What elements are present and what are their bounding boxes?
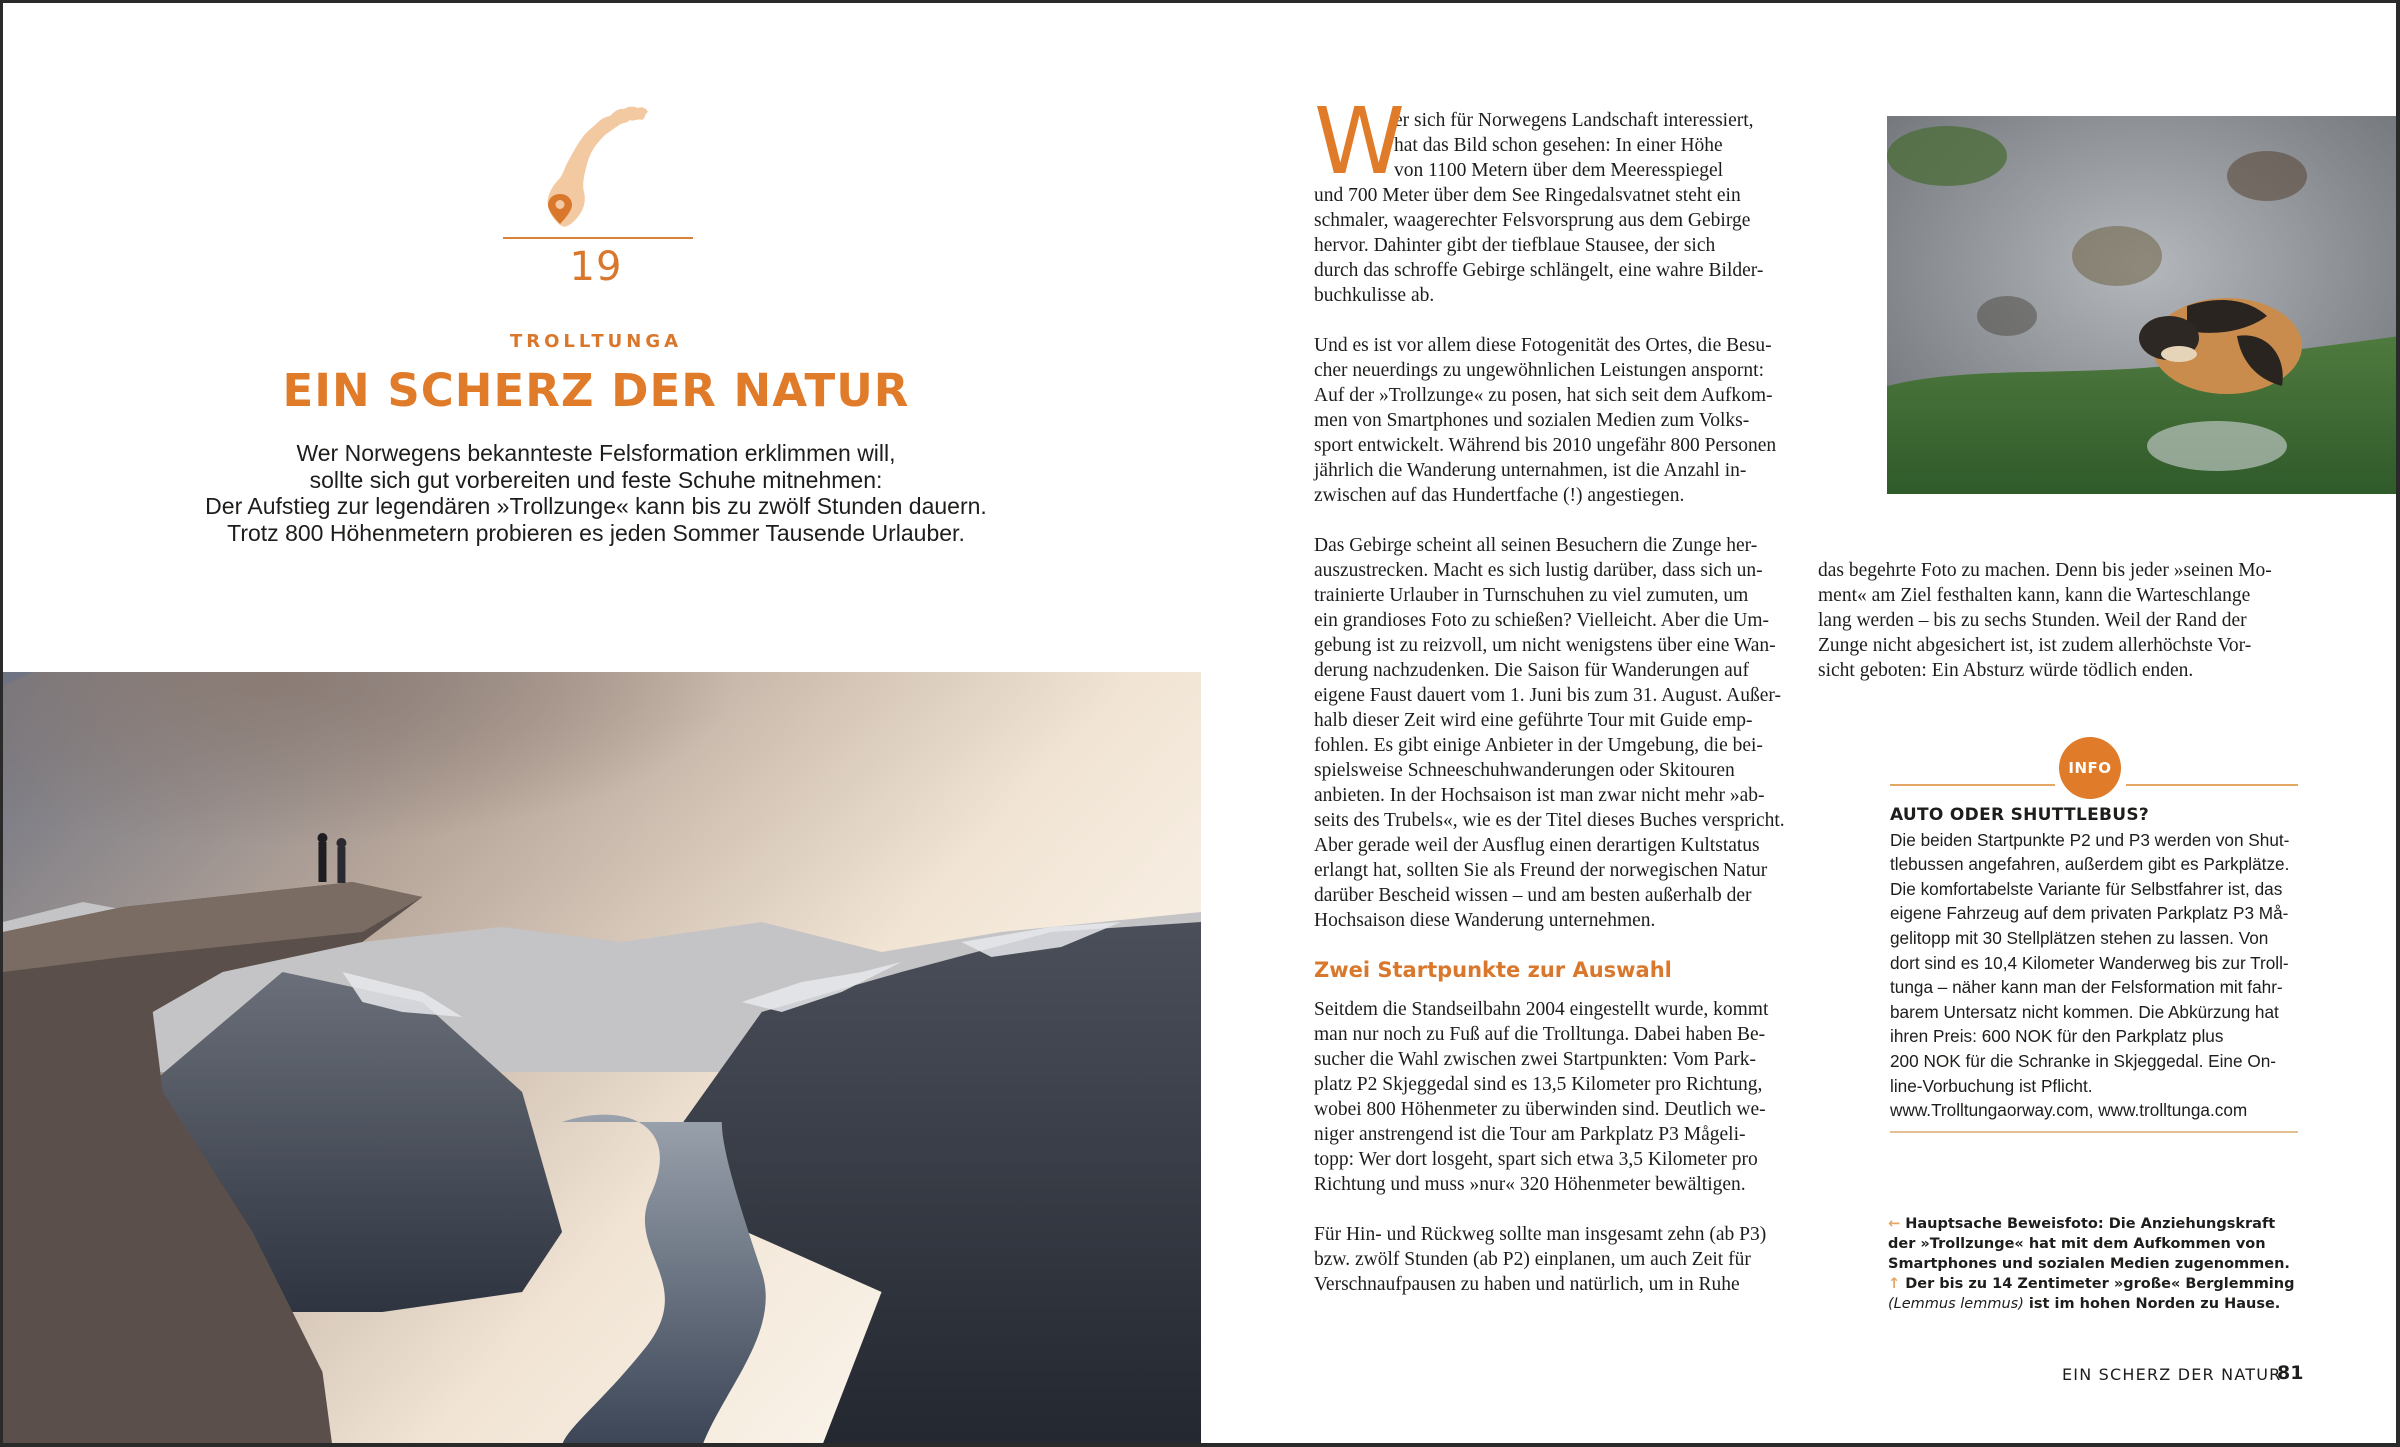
text-line: schmaler, waagerechter Felsvorsprung aus dem Gebirge — [1314, 210, 1751, 231]
text-line: Auf der »Trollzunge« zu posen, hat sich seit dem Aufkom- — [1314, 385, 1773, 406]
text-line: Hochsaison diese Wanderung unternehmen. — [1314, 910, 1656, 931]
text-line: erlangt hat, sollten Sie als Freund der norwegischen Natur — [1314, 860, 1768, 881]
photo-captions — [1888, 1214, 2308, 1314]
info-line: barem Untersatz nicht kommen. Die Abkürzung hat — [1890, 1001, 2279, 1022]
info-line: dort sind es 10,4 Kilometer Wanderweg bis zur Troll- — [1890, 952, 2289, 973]
text-line: das begehrte Foto zu machen. Denn bis jeder »seinen Mo- — [1818, 560, 2272, 581]
paragraph-5 — [1314, 1222, 1796, 1297]
text-line: darüber Bescheid wissen – und am besten außerhalb der — [1314, 885, 1752, 906]
caption-line — [1888, 1274, 2308, 1294]
info-badge: INFO — [2059, 737, 2121, 799]
info-divider-right — [2126, 784, 2298, 786]
caption-line: der »Trollzunge« hat mit dem Aufkommen von — [1888, 1236, 2266, 1252]
intro-paragraph — [196, 440, 996, 546]
text-line: Verschnaufpausen zu haben und natürlich, um in Ruhe — [1314, 1274, 1740, 1295]
caption-text: Der bis zu 14 Zentimeter »große« Berglemming — [1905, 1276, 2295, 1292]
text-line: gebung ist zu reizvoll, um nicht wenigstens über eine Wan- — [1314, 635, 1776, 656]
text-line: buchkulisse ab. — [1314, 285, 1435, 306]
arrow-left-icon: ← — [1888, 1216, 1901, 1232]
text-line: bzw. zwölf Stunden (ab P2) einplanen, um auch Zeit für — [1314, 1249, 1751, 1270]
caption-line — [1888, 1294, 2308, 1314]
text-line: ein grandioses Foto zu schießen? Vielleicht. Aber die Um- — [1314, 610, 1769, 631]
info-line: 200 NOK für die Schranke in Skjeggedal. Eine On- — [1890, 1050, 2276, 1071]
text-line: eigene Faust dauert vom 1. Juni bis zum 31. August. Außer- — [1314, 685, 1782, 706]
text-line: halb dieser Zeit wird eine geführte Tour mit Guide emp- — [1314, 710, 1753, 731]
chapter-number: 19 — [569, 244, 623, 290]
intro-line: Wer Norwegens bekannteste Felsformation erklimmen will, — [296, 440, 896, 466]
intro-line: Der Aufstieg zur legendären »Trollzunge« kann bis zu zwölf Stunden dauern. — [205, 493, 987, 519]
location-kicker: TROLLTUNGA — [509, 331, 683, 352]
article-headline: EIN SCHERZ DER NATUR — [282, 364, 910, 417]
text-line: spielsweise Schneeschuhwanderungen oder Skitouren — [1314, 760, 1735, 781]
text-line: cher neuerdings zu ungewöhnlichen Leistungen anspornt: — [1314, 360, 1764, 381]
text-line: von 1100 Metern über dem Meeresspiegel — [1394, 160, 1724, 181]
info-line: gelitopp mit 30 Stellplätzen stehen zu lassen. Von — [1890, 927, 2269, 948]
text-line: lang werden – bis zu sechs Stunden. Weil der Rand der — [1818, 610, 2247, 631]
info-line: Die beiden Startpunkte P2 und P3 werden von Shut- — [1890, 829, 2290, 850]
paragraph-2 — [1314, 333, 1796, 508]
text-line: hervor. Dahinter gibt der tiefblaue Stausee, der sich — [1314, 235, 1716, 256]
text-line: seits des Trubels«, wie es der Titel dieses Buches verspricht. — [1314, 810, 1785, 831]
latin-name: (Lemmus lemmus) — [1888, 1296, 2024, 1312]
norway-map-icon — [530, 100, 660, 235]
paragraph-1 — [1314, 88, 1796, 308]
chapter-divider — [503, 237, 693, 239]
info-divider-bottom — [1890, 1131, 2298, 1133]
text-line: Seitdem die Standseilbahn 2004 eingestellt wurde, kommt — [1314, 999, 1769, 1020]
intro-line: Trotz 800 Höhenmetern probieren es jeden Sommer Tausende Urlauber. — [227, 519, 965, 546]
caption-line — [1888, 1214, 2308, 1234]
info-line: line-Vorbuchung ist Pflicht. — [1890, 1075, 2093, 1096]
text-line: fohlen. Es gibt einige Anbieter in der Umgebung, die bei- — [1314, 735, 1763, 756]
info-divider-left — [1890, 784, 2055, 786]
caption-text: Hauptsache Beweisfoto: Die Anziehungskraft — [1905, 1216, 2276, 1232]
section-subheading: Zwei Startpunkte zur Auswahl — [1314, 958, 1672, 982]
text-line: er sich für Norwegens Landschaft interessiert, — [1394, 110, 1754, 131]
text-line: Das Gebirge scheint all seinen Besuchern die Zunge her- — [1314, 535, 1758, 556]
text-line: anbieten. In der Hochsaison ist man zwar nicht mehr »ab- — [1314, 785, 1765, 806]
text-line: wobei 800 Höhenmeter zu überwinden sind. Deutlich we- — [1314, 1099, 1766, 1120]
text-line: zwischen auf das Hundertfache (!) angestiegen. — [1314, 485, 1685, 506]
page-number: 81 — [2277, 1362, 2304, 1384]
text-line: hat das Bild schon gesehen: In einer Höhe — [1394, 135, 1723, 156]
info-line: ihren Preis: 600 NOK für den Parkplatz plus — [1890, 1026, 2224, 1047]
info-line: eigene Fahrzeug auf dem privaten Parkplatz P3 Må- — [1890, 903, 2289, 924]
trolltunga-photo — [3, 672, 1201, 1447]
text-line: man nur noch zu Fuß auf die Trolltunga. Dabei haben Be- — [1314, 1024, 1766, 1045]
text-line: Zunge nicht abgesichert ist, ist zudem allerhöchste Vor- — [1818, 635, 2252, 656]
text-line: jährlich die Wanderung unternahmen, ist die Anzahl in- — [1314, 460, 1747, 481]
info-line: tunga – näher kann man der Felsformation mit fahr- — [1890, 977, 2283, 998]
text-line: auszustrecken. Macht es sich lustig darüber, dass sich un- — [1314, 560, 1763, 581]
running-footer-title: EIN SCHERZ DER NATUR — [2062, 1365, 2282, 1384]
text-line: niger anstrengend ist die Tour am Parkplatz P3 Mågeli- — [1314, 1124, 1746, 1145]
text-line: sicht geboten: Ein Absturz würde tödlich enden. — [1818, 660, 2194, 681]
text-line: Und es ist vor allem diese Fotogenität des Ortes, die Besu- — [1314, 335, 1772, 356]
info-line: Die komfortabelste Variante für Selbstfahrer ist, das — [1890, 878, 2283, 899]
arrow-up-icon: ↑ — [1888, 1276, 1901, 1292]
text-line: topp: Wer dort losgeht, spart sich etwa 3,5 Kilometer pro — [1314, 1149, 1758, 1170]
info-box — [1890, 803, 2300, 1123]
paragraph-4 — [1314, 997, 1796, 1197]
text-line: durch das schroffe Gebirge schlängelt, eine wahre Bilder- — [1314, 260, 1764, 281]
text-line: ment« am Ziel festhalten kann, kann die Warteschlange — [1818, 585, 2251, 606]
text-line: sport entwickelt. Während bis 2010 ungefähr 800 Personen — [1314, 435, 1777, 456]
text-line: derung nachzudenken. Die Saison für Wanderungen auf — [1314, 660, 1750, 681]
body-column-1 — [1314, 88, 1796, 1322]
text-line: platz P2 Skjeggedal sind es 13,5 Kilometer pro Richtung, — [1314, 1074, 1763, 1095]
text-line: Richtung und muss »nur« 320 Höhenmeter bewältigen. — [1314, 1174, 1746, 1195]
text-line: Aber gerade weil der Ausflug einen derartigen Kultstatus — [1314, 835, 1760, 856]
text-line: men von Smartphones und sozialen Medien zum Volks- — [1314, 410, 1750, 431]
text-line: Für Hin- und Rückweg sollte man insgesamt zehn (ab P3) — [1314, 1224, 1767, 1245]
info-line: tlebussen angefahren, außerdem gibt es Parkplätze. — [1890, 854, 2290, 875]
caption-line: Smartphones und sozialen Medien zugenommen. — [1888, 1256, 2290, 1272]
caption-text: ist im hohen Norden zu Hause. — [2023, 1296, 2281, 1312]
drop-cap: W — [1314, 88, 1405, 195]
lemming-photo — [1887, 116, 2400, 494]
text-line: sucher die Wahl zwischen zwei Startpunkten: Vom Park- — [1314, 1049, 1756, 1070]
paragraph-3 — [1314, 533, 1796, 933]
info-website-links: www.Trolltungaorway.com, www.trolltunga.com — [1890, 1100, 2248, 1121]
text-line: und 700 Meter über dem See Ringedalsvatnet steht ein — [1314, 185, 1741, 206]
info-title: AUTO ODER SHUTTLEBUS? — [1890, 805, 2150, 825]
paragraph-continued — [1818, 558, 2278, 683]
body-column-2 — [1818, 558, 2278, 708]
text-line: trainierte Urlauber in Turnschuhen zu viel zumuten, um — [1314, 585, 1749, 606]
intro-line: sollte sich gut vorbereiten und feste Schuhe mitnehmen: — [309, 466, 883, 493]
